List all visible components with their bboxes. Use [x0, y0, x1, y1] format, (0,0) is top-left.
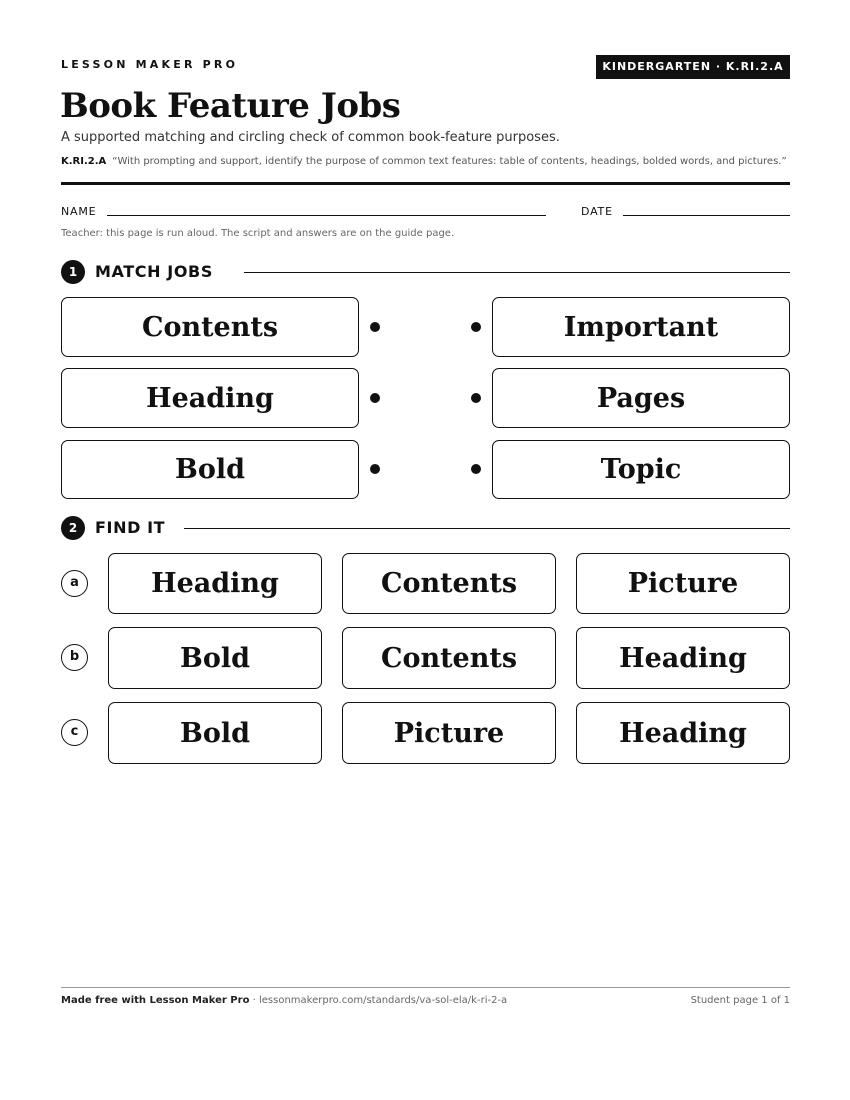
- name-field[interactable]: [107, 215, 546, 216]
- date-field[interactable]: [623, 215, 790, 216]
- choice-card[interactable]: Bold: [108, 627, 322, 689]
- section-number-badge: 1: [61, 260, 85, 284]
- choice-card[interactable]: Heading: [108, 553, 322, 614]
- footer-url-link[interactable]: lessonmakerpro.com/standards/va-sol-ela/k-ri-2-a: [258, 995, 508, 1006]
- choice-card[interactable]: Contents: [342, 553, 556, 614]
- footer-divider: [61, 987, 790, 988]
- footer-made-with: Made free with Lesson Maker Pro: [61, 995, 250, 1006]
- footer-separator: ·: [249, 995, 259, 1006]
- section-rule: [184, 528, 790, 529]
- standard-code: K.RI.2.A: [61, 156, 107, 167]
- standard-text: “With prompting and support, identify the purpose of common text features: table of contents, headings, bolded words, and pictures.”: [112, 156, 787, 167]
- standard-line: [61, 156, 787, 167]
- choice-card[interactable]: Picture: [576, 553, 790, 614]
- match-right-dot[interactable]: [471, 322, 481, 332]
- footer-page-number: Student page 1 of 1: [690, 995, 790, 1006]
- match-right-card[interactable]: Important: [492, 297, 790, 357]
- choice-card[interactable]: Bold: [108, 702, 322, 764]
- brand-name: LESSON MAKER PRO: [61, 58, 239, 71]
- page-title: Book Feature Jobs: [60, 86, 401, 126]
- footer-credit: [61, 995, 507, 1006]
- choice-card[interactable]: Contents: [342, 627, 556, 689]
- date-label: DATE: [581, 205, 613, 218]
- match-left-dot[interactable]: [370, 322, 380, 332]
- match-left-dot[interactable]: [370, 464, 380, 474]
- teacher-note: Teacher: this page is run aloud. The script and answers are on the guide page.: [61, 228, 455, 239]
- match-left-card[interactable]: Contents: [61, 297, 359, 357]
- match-right-card[interactable]: Topic: [492, 440, 790, 499]
- choice-card[interactable]: Picture: [342, 702, 556, 764]
- row-letter-a: a: [61, 570, 88, 597]
- row-letter-c: c: [61, 719, 88, 746]
- page-subtitle: A supported matching and circling check of common book-feature purposes.: [61, 130, 560, 145]
- match-left-card[interactable]: Heading: [61, 368, 359, 428]
- row-letter-b: b: [61, 644, 88, 671]
- header-divider: [61, 182, 790, 185]
- match-right-dot[interactable]: [471, 464, 481, 474]
- name-label: NAME: [61, 205, 97, 218]
- page-header: [61, 55, 790, 79]
- section-find-it-header: [61, 516, 790, 540]
- choice-card[interactable]: Heading: [576, 702, 790, 764]
- grade-standard-badge: KINDERGARTEN · K.RI.2.A: [596, 55, 790, 79]
- match-right-card[interactable]: Pages: [492, 368, 790, 428]
- section-number-badge: 2: [61, 516, 85, 540]
- section-rule: [244, 272, 790, 273]
- match-left-card[interactable]: Bold: [61, 440, 359, 499]
- section-title: MATCH JOBS: [95, 262, 213, 281]
- section-match-jobs-header: [61, 260, 790, 284]
- match-right-dot[interactable]: [471, 393, 481, 403]
- match-left-dot[interactable]: [370, 393, 380, 403]
- section-title: FIND IT: [95, 518, 166, 537]
- choice-card[interactable]: Heading: [576, 627, 790, 689]
